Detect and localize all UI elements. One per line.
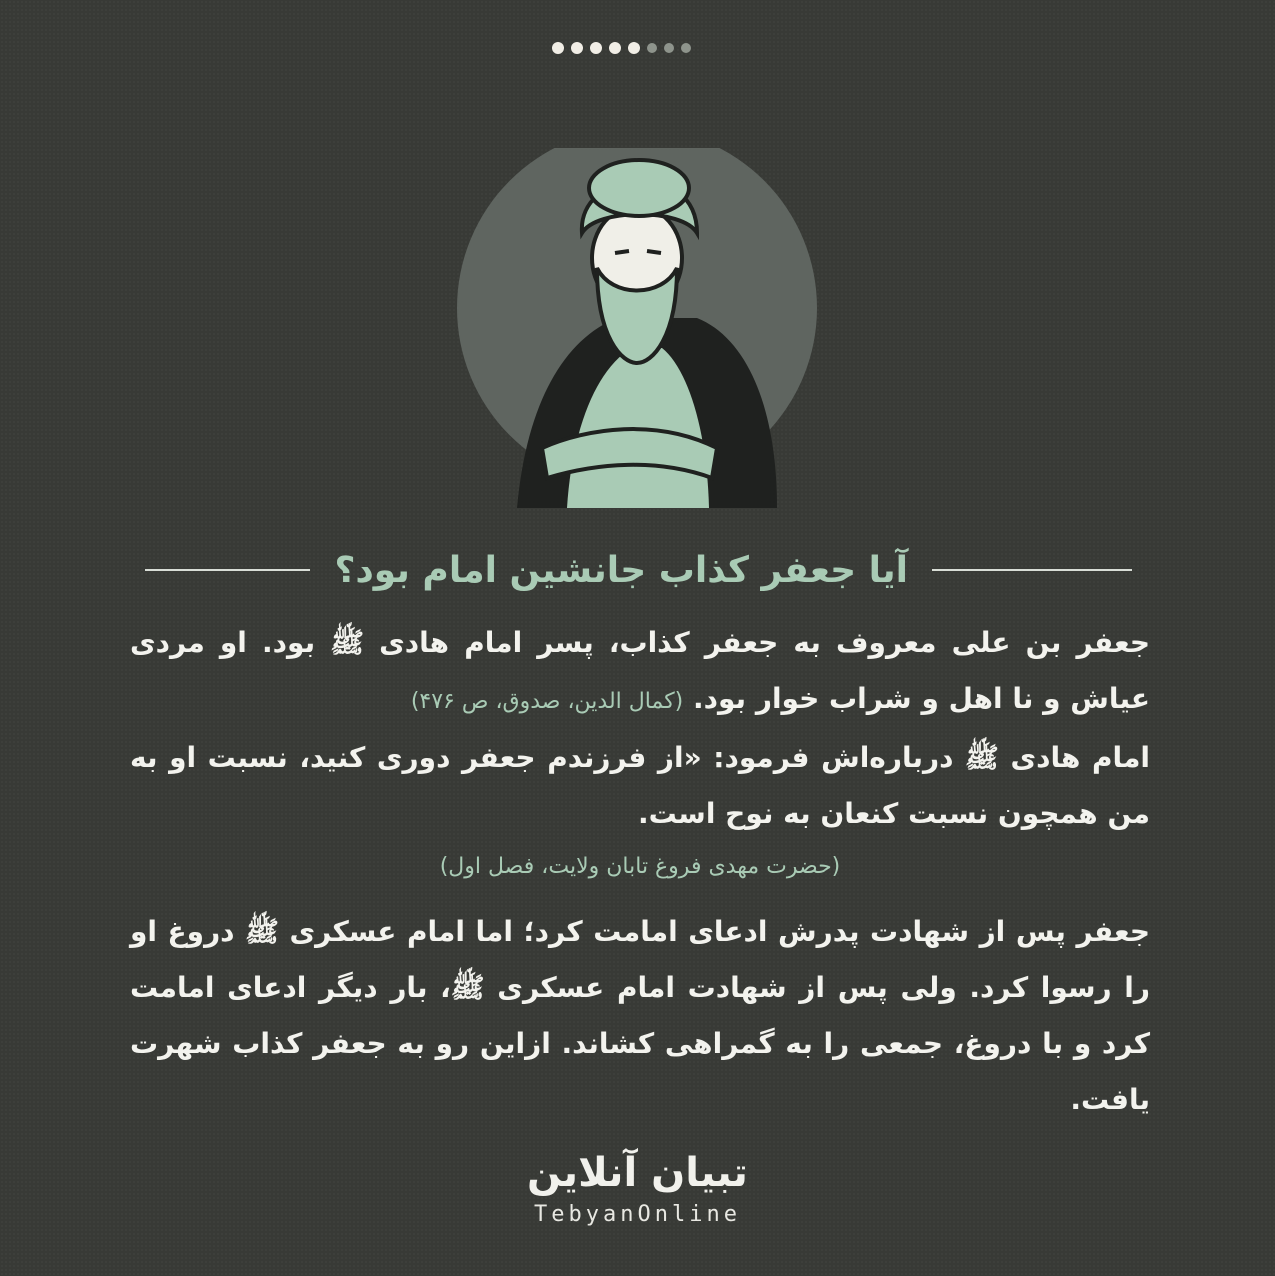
source-citation-1: (کمال الدین، صدوق، ص ۴۷۶) xyxy=(410,689,684,714)
pagination-dot xyxy=(647,43,657,53)
source-citation-2: (حضرت مهدی فروغ تابان ولایت، فصل اول) xyxy=(439,854,841,879)
pagination-dot xyxy=(664,43,674,53)
brand-logo xyxy=(0,1150,1275,1227)
pagination-dot xyxy=(628,42,640,54)
paragraph-1 xyxy=(130,615,1150,730)
pagination-dot xyxy=(609,42,621,54)
title-divider-right xyxy=(932,569,1132,571)
pagination-dot xyxy=(681,43,691,53)
page-title: آیا جعفر کذاب جانشین امام بود؟ xyxy=(334,549,908,591)
title-row xyxy=(145,540,1132,600)
article-body xyxy=(130,615,1150,1128)
pagination-dot xyxy=(552,42,564,54)
portrait-illustration xyxy=(447,148,827,508)
pagination-dots xyxy=(552,42,691,54)
paragraph-1-text: جعفر بن علی معروف به جعفر کذاب، پسر امام هادی ﷺ بود. او مردی عیاش و نا اهل و شراب خوار بود. xyxy=(130,626,1150,715)
paragraph-2: امام هادی ﷺ درباره‌اش فرمود: «از فرزندم جعفر دوری کنید، نسبت او به من همچون نسبت کنعان به نوح است. xyxy=(130,741,1150,830)
pagination-dot xyxy=(571,42,583,54)
pagination-dot xyxy=(590,42,602,54)
brand-name-persian: تبیان آنلاین xyxy=(527,1150,748,1196)
title-divider-left xyxy=(145,569,310,571)
brand-name-latin: TebyanOnline xyxy=(534,1202,741,1227)
paragraph-3: جعفر پس از شهادت پدرش ادعای امامت کرد؛ اما امام عسکری ﷺ دروغ او را رسوا کرد. ولی پس از شهادت امام عسکری ﷺ، بار دیگر ادعای امامت کرد و با دروغ، جمعی را به گمراهی کشاند. ازاین رو به جعفر کذاب شهرت یافت. xyxy=(130,915,1150,1116)
